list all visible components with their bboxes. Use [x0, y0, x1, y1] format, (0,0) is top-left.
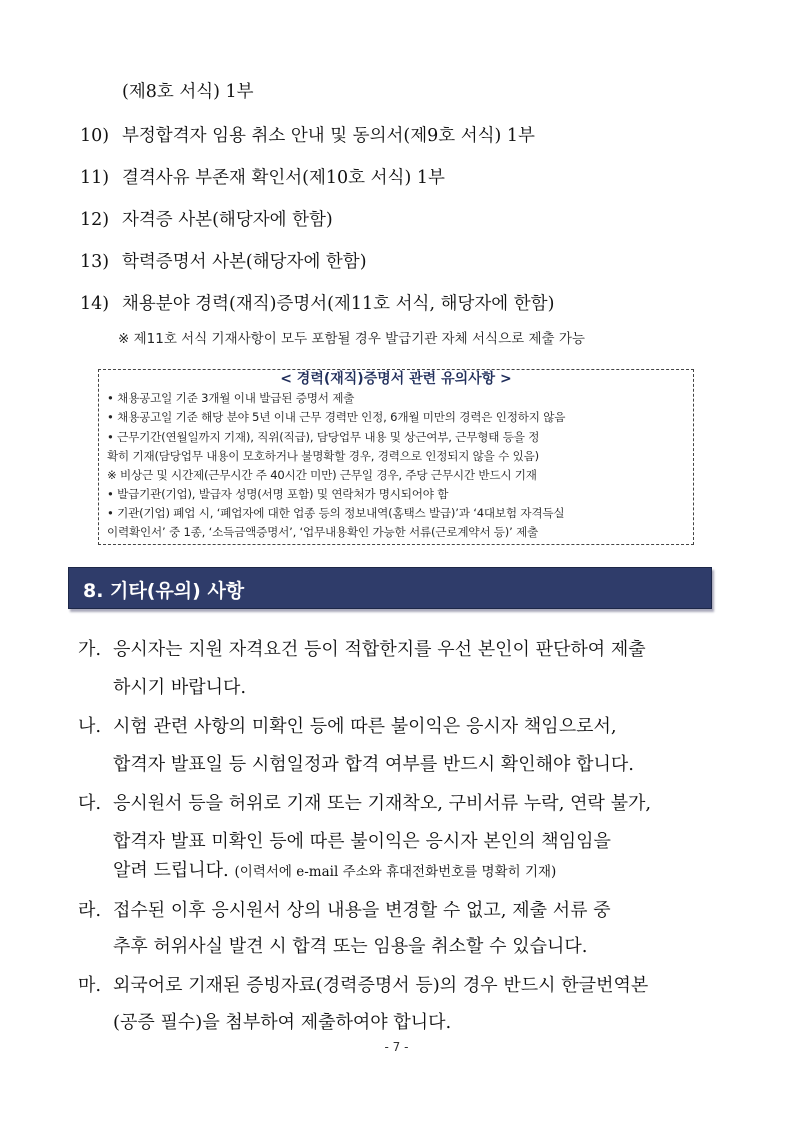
- notice-box-line: • 채용공고일 기준 해당 분야 5년 이내 근무 경력만 인정, 6개월 미만의 경력은 인정하지 않음: [107, 410, 566, 424]
- list-item-text: 학력증명서 사본(해당자에 한함): [122, 252, 367, 272]
- paragraph-marker: 다.: [78, 793, 102, 814]
- notice-box-title: < 경력(재직)증명서 관련 유의사항 >: [99, 370, 693, 390]
- list-item-number: 11): [80, 168, 110, 188]
- paragraph-line: (공증 필수)을 첨부하여 제출하여야 합니다.: [113, 1012, 452, 1033]
- list-item-14: [80, 290, 554, 315]
- list-item-number: 14): [80, 294, 110, 314]
- paragraph-line: 알려 드립니다. (이력서에 e-mail 주소와 휴대전화번호를 명확히 기재): [113, 860, 557, 881]
- notice-box-line: 확히 기재(담당업무 내용이 모호하거나 불명확할 경우, 경력으로 인정되지 않을 수 있음): [107, 449, 539, 463]
- notice-box-line: • 채용공고일 기준 3개월 이내 발급된 증명서 제출: [107, 391, 355, 405]
- page-number: - 7 -: [384, 1040, 409, 1054]
- list-item-continuation: (제8호 서식) 1부: [122, 82, 254, 102]
- list-item-13: [80, 248, 367, 273]
- paragraph-marker: 나.: [78, 716, 102, 737]
- notice-box-line: 이력확인서’ 중 1종, ‘소득금액증명서’, ‘업무내용확인 가능한 서류(근로계약서 등)’ 제출: [107, 525, 539, 539]
- paragraph-ma: 마. 외국어로 기재된 증빙자료(경력증명서 등)의 경우 반드시 한글번역본: [78, 971, 648, 997]
- paragraph-line: 하시기 바랍니다.: [113, 677, 247, 698]
- list-item-text: 자격증 사본(해당자에 한함): [122, 210, 333, 230]
- paragraph-line: 합격자 발표 미확인 등에 따른 불이익은 응시자 본인의 책임임을: [113, 831, 611, 852]
- paragraph-ga: 가. 응시자는 지원 자격요건 등이 적합한지를 우선 본인이 판단하여 제출: [78, 635, 646, 661]
- notice-box-line: ※ 비상근 및 시간제(근무시간 주 40시간 미만) 근무일 경우, 주당 근무시간 반드시 기재: [107, 468, 537, 482]
- section-heading-banner: [68, 567, 712, 609]
- paragraph-marker: 가.: [78, 639, 102, 660]
- paragraph-marker: 마.: [78, 975, 102, 996]
- list-item-text: 결격사유 부존재 확인서(제10호 서식) 1부: [122, 168, 445, 188]
- paragraph-marker: 라.: [78, 900, 102, 921]
- paragraph-na: 나. 시험 관련 사항의 미확인 등에 따른 불이익은 응시자 책임으로서,: [78, 712, 617, 738]
- paragraph-line: 합격자 발표일 등 시험일정과 합격 여부를 반드시 확인해야 합니다.: [113, 754, 634, 775]
- list-item-text: 채용분야 경력(재직)증명서(제11호 서식, 해당자에 한함): [122, 294, 555, 314]
- list-item-10: [80, 122, 535, 147]
- notice-box-line: • 발급기관(기업), 발급자 성명(서명 포함) 및 연락처가 명시되어야 함: [107, 487, 449, 501]
- list-item-number: 12): [80, 210, 110, 230]
- list-item-12: [80, 206, 333, 231]
- list-item-number: 13): [80, 252, 110, 272]
- notice-box-line: • 기관(기업) 폐업 시, ‘폐업자에 대한 업종 등의 정보내역(홈택스 발급)’과 ‘4대보험 자격득실: [107, 506, 565, 520]
- paragraph-small-note: (이력서에 e-mail 주소와 휴대전화번호를 명확히 기재): [234, 864, 557, 880]
- list-item-number: 10): [80, 126, 110, 146]
- list-item-11: [80, 164, 445, 189]
- paragraph-da: 다. 응시원서 등을 허위로 기재 또는 기재착오, 구비서류 누락, 연락 불가,: [78, 789, 651, 815]
- notice-box-line: • 근무기간(연월일까지 기재), 직위(직급), 담당업무 내용 및 상근여부, 근무형태 등을 정: [107, 430, 540, 444]
- list-note: ※ 제11호 서식 기재사항이 모두 포함될 경우 발급기관 자체 서식으로 제출 가능: [118, 331, 585, 347]
- paragraph-line: 추후 허위사실 발견 시 합격 또는 임용을 취소할 수 있습니다.: [113, 936, 588, 957]
- paragraph-ra: 라. 접수된 이후 응시원서 상의 내용을 변경할 수 없고, 제출 서류 중: [78, 896, 611, 922]
- notice-box: [98, 369, 694, 545]
- list-item-text: 부정합격자 임용 취소 안내 및 동의서(제9호 서식) 1부: [122, 126, 535, 146]
- section-title: 8. 기타(유의) 사항: [83, 580, 245, 602]
